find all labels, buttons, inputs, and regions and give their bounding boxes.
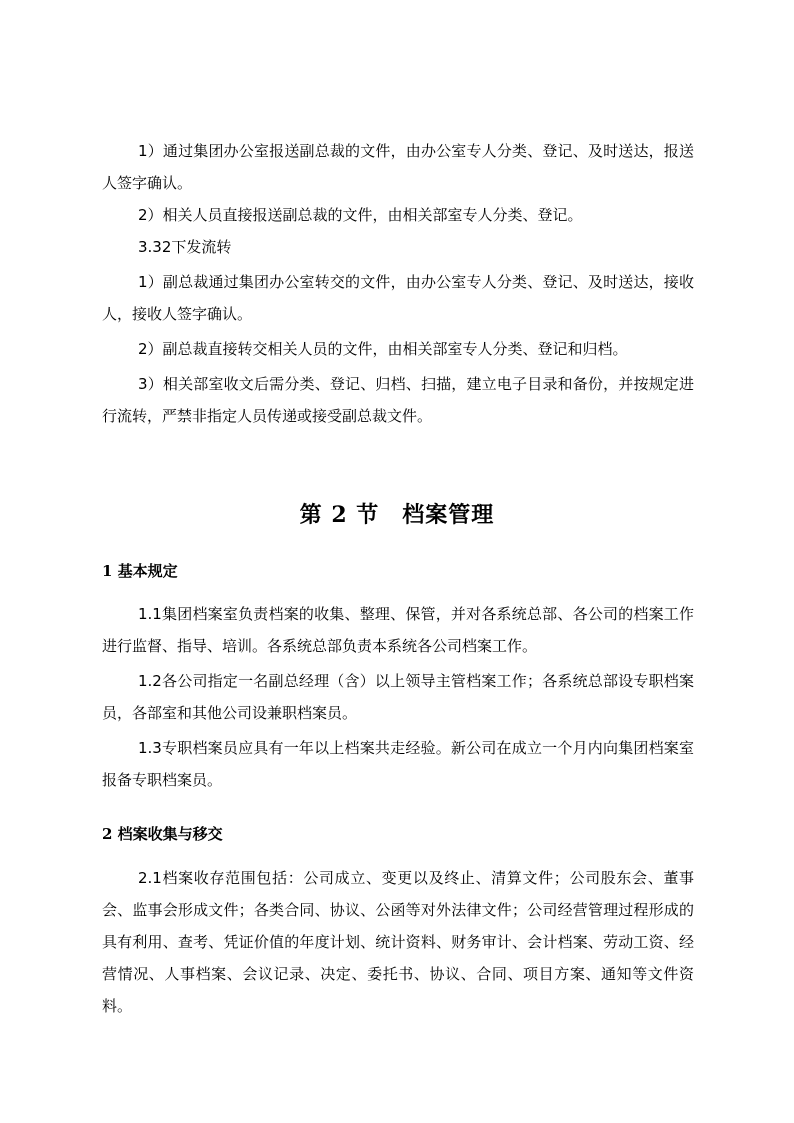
subheading-distribution: 3.32下发流转 — [138, 238, 232, 256]
paragraph-1-2: 1.2各公司指定一名副总经理（含）以上领导主管档案工作；各系统总部设专职档案员，各部室和其他公司设兼职档案员。 — [102, 672, 694, 722]
section-title: 第 2 节 档案管理 — [299, 502, 495, 528]
paragraph-1-1: 1.1集团档案室负责档案的收集、整理、保管，并对各系统总部、各公司的档案工作进行监督、指导、培训。各系统总部负责本系统各公司档案工作。 — [102, 605, 694, 655]
paragraph-submit-via-office: 1）通过集团办公室报送副总裁的文件，由办公室专人分类、登记、及时送达，报送人签字确认。 — [102, 142, 694, 192]
heading-basic-rules: 1 基本规定 — [102, 562, 178, 580]
paragraph-forward-via-office: 1）副总裁通过集团办公室转交的文件，由办公室专人分类、登记、及时送达，接收人，接收人签字确认。 — [102, 273, 694, 323]
paragraph-forward-direct: 2）副总裁直接转交相关人员的文件，由相关部室专人分类、登记和归档。 — [138, 340, 628, 358]
paragraph-1-3: 1.3专职档案员应具有一年以上档案共走经验。新公司在成立一个月内向集团档案室报备专职档案员。 — [102, 739, 694, 789]
paragraph-department-handling: 3）相关部室收文后需分类、登记、归档、扫描，建立电子目录和备份，并按规定进行流转，严禁非指定人员传递或接受副总裁文件。 — [102, 375, 694, 425]
paragraph-submit-direct: 2）相关人员直接报送副总裁的文件，由相关部室专人分类、登记。 — [138, 206, 583, 224]
heading-collection-transfer: 2 档案收集与移交 — [102, 825, 223, 843]
paragraph-2-1: 2.1档案收存范围包括：公司成立、变更以及终止、清算文件；公司股东会、董事会、监事会形成文件；各类合同、协议、公函等对外法律文件；公司经营管理过程形成的具有利用、查考、凭证价值的年度计划、统计资料、财务审计、会计档案、劳动工资、经营情况、人事档案、会议记录、决定、委托书、协议、合同、项目方案、通知等文件资料。 — [102, 869, 694, 1015]
